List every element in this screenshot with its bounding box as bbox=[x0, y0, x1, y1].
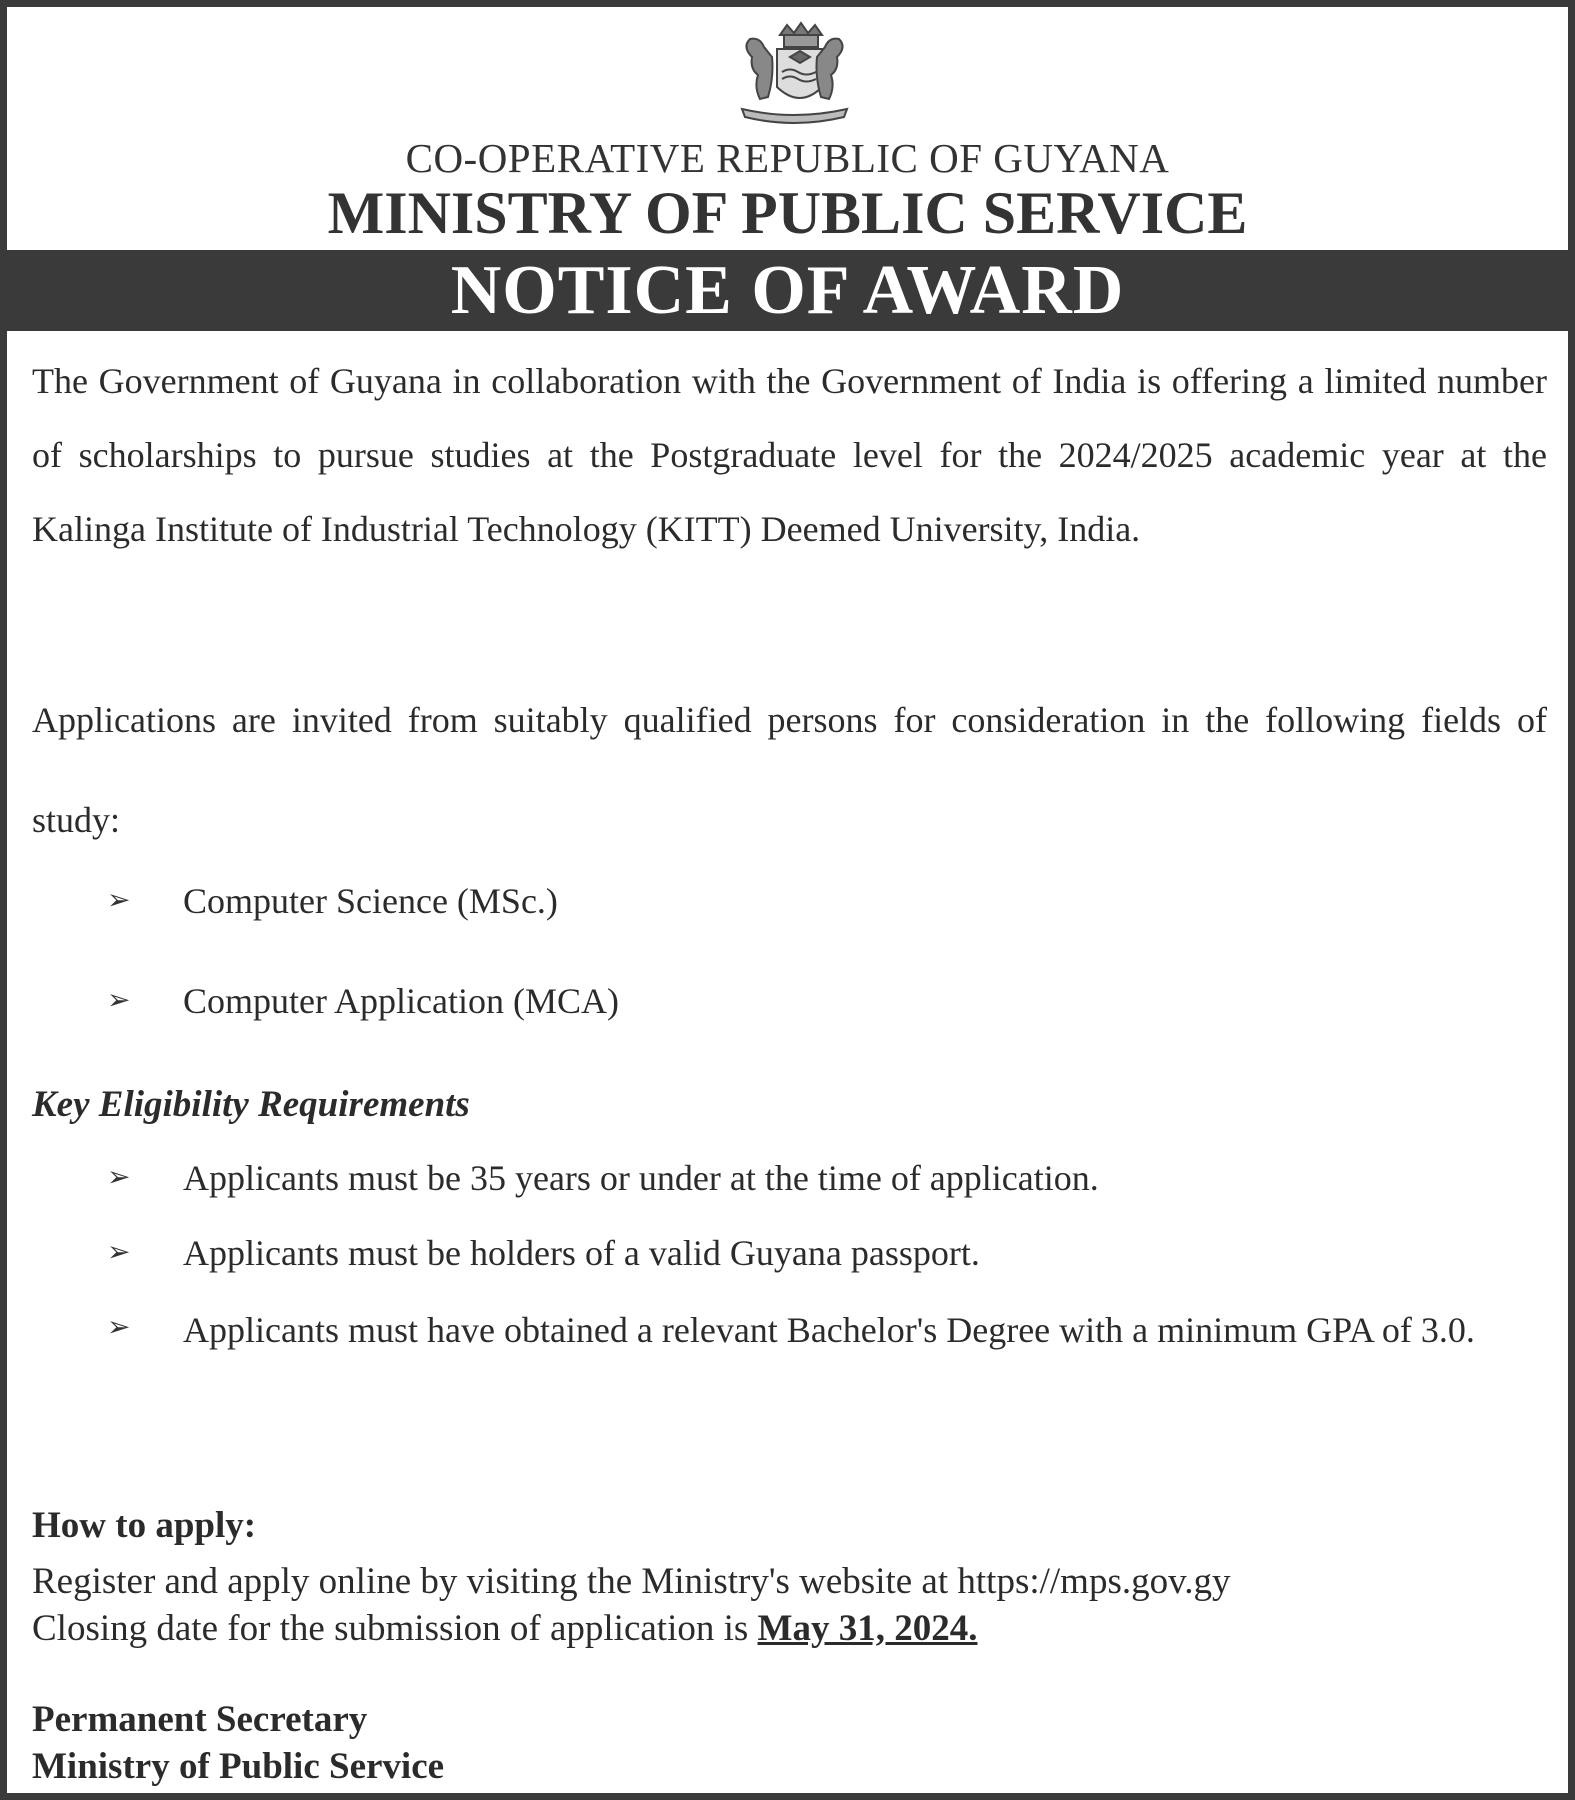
how-to-apply-heading: How to apply: bbox=[32, 1505, 257, 1546]
arrow-bullet-icon: ➢ bbox=[107, 1162, 131, 1193]
requirement-item: Applicants must have obtained a relevant Bachelor's Degree with a minimum GPA of 3.0. bbox=[183, 1310, 1475, 1350]
requirement-item: Applicants must be 35 years or under at the time of application. bbox=[183, 1158, 1099, 1198]
arrow-bullet-icon: ➢ bbox=[107, 885, 131, 916]
ministry-name: MINISTRY OF PUBLIC SERVICE bbox=[327, 180, 1248, 246]
notice-title: NOTICE OF AWARD bbox=[450, 252, 1125, 329]
signature-title: Permanent Secretary bbox=[32, 1699, 368, 1740]
coat-of-arms-icon bbox=[732, 17, 857, 132]
closing-line bbox=[32, 1607, 977, 1650]
intro-paragraph: The Government of Guyana in collaboration with the Government of India is offering a limited number of scholarships to pursue studies at the Postgraduate level for the 2024/2025 academic year at the Kalinga Institute of Industrial Technology (KITT) Deemed University, India. bbox=[32, 361, 1547, 549]
field-item: Computer Science (MSc.) bbox=[183, 881, 558, 921]
eligibility-heading: Key Eligibility Requirements bbox=[32, 1084, 470, 1125]
arrow-bullet-icon: ➢ bbox=[107, 985, 131, 1016]
arrow-bullet-icon: ➢ bbox=[107, 1312, 131, 1343]
arrow-bullet-icon: ➢ bbox=[107, 1237, 131, 1268]
field-item: Computer Application (MCA) bbox=[183, 981, 619, 1021]
closing-date: May 31, 2024. bbox=[757, 1608, 978, 1649]
register-instructions: Register and apply online by visiting the Ministry's website at https://mps.gov.gy bbox=[32, 1561, 1231, 1602]
title-banner bbox=[7, 250, 1568, 331]
applications-paragraph: Applications are invited from suitably qualified persons for consideration in the following fields of study: bbox=[32, 700, 1547, 840]
signature-org: Ministry of Public Service bbox=[32, 1746, 445, 1787]
country-name: CO-OPERATIVE REPUBLIC OF GUYANA bbox=[405, 135, 1170, 181]
requirement-item: Applicants must be holders of a valid Guyana passport. bbox=[183, 1233, 980, 1273]
closing-prefix: Closing date for the submission of application is bbox=[32, 1608, 758, 1649]
